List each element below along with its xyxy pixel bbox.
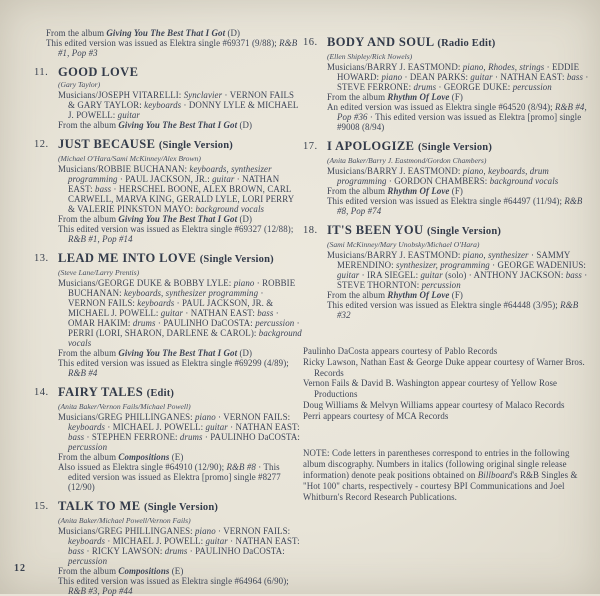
track-writers: (Anita Baker/Michael Powell/Vernon Fails): [58, 516, 191, 525]
courtesy-credits: [303, 346, 589, 422]
track-title-text: GOOD LOVE: [58, 65, 139, 79]
track-list-left: [34, 65, 302, 596]
credit-line: From the album Giving You The Best That I Got (D): [58, 348, 253, 358]
track-number: 14.: [34, 387, 49, 398]
track-title-text: LEAD ME INTO LOVE: [58, 251, 197, 265]
track-entry: [34, 251, 302, 378]
track-number: 12.: [34, 139, 49, 150]
credit-line: An edited version was issued as Elektra single #64520 (8/94); R&B #4, Pop #36 · This edited version was issued as Elektra [promo] single #9008 (8/94): [327, 102, 587, 132]
track-entry: [303, 35, 589, 132]
courtesy-line: Vernon Fails & David B. Washington appear courtesy of Yellow Rose Productions: [303, 378, 558, 400]
track-title: [58, 385, 302, 401]
note-text: NOTE: Code letters in parentheses correspond to entries in the following album discography. Numbers in italics (following original single release information) denote peak positions obtained on Billboard's R&B Singles & "Hot 100" charts, respectively - courtesy BPI Communications and Joel Whitburn's Record Research Publications.: [303, 447, 578, 503]
credit-line: From the album Rhythm Of Love (F): [327, 186, 463, 196]
track-title-version: (Single Version): [426, 226, 502, 237]
track-entry: [303, 223, 589, 320]
track-writers: (Michael O'Hara/Sami McKinney/Alex Brown): [58, 154, 201, 163]
track-title: [327, 139, 589, 155]
track-title-text: IT'S BEEN YOU: [327, 223, 424, 237]
credit-line: From the album Giving You The Best That I Got (D): [58, 120, 253, 130]
page-number: 12: [14, 563, 26, 574]
credit-line: This edited version was issued as Elektra single #69371 (9/88); R&B #1, Pop #3: [46, 38, 298, 58]
track-number: 15.: [34, 501, 49, 512]
credit-line: This edited version was issued as Elektra single #64497 (11/94); R&B #8, Pop #74: [327, 196, 583, 216]
credit-line: This edited version was issued as Elektra single #69299 (4/89); R&B #4: [58, 358, 289, 378]
credit-line: From the album Compositions (E): [58, 566, 184, 576]
credit-line: Musicians/BARRY J. EASTMOND: piano, keyboards, drum programming · GORDON CHAMBERS: background vocals: [327, 166, 559, 186]
track-writers: (Ellen Shipley/Rick Nowels): [327, 52, 413, 61]
track-title-version: (Single Version): [417, 142, 493, 153]
track-writers: (Anita Baker/Barry J. Eastmond/Gordon Chambers): [327, 156, 487, 165]
credit-line: Also issued as Elektra single #64910 (12/90); R&B #8 · This edited version was issued as Elektra [promo] single #8277 (12/90): [58, 462, 281, 492]
track-writers: (Steve Lane/Larry Prentis): [58, 268, 140, 277]
note-paragraph: [303, 448, 589, 504]
track-writers: (Sami McKinney/Mary Unobsky/Michael O'Hara): [327, 240, 480, 249]
track-title-version: (Single Version): [199, 254, 274, 265]
track-10-continuation: [34, 28, 302, 58]
track-title: [58, 499, 302, 515]
track-title: [327, 223, 589, 239]
credit-line: Musicians/ROBBIE BUCHANAN: keyboards, synthesizer programming · PAUL JACKSON, JR.: guitar · NATHAN EAST: bass · HERSCHEL BOONE, ALEX BROWN, CARL CARWELL, MARVA KING, GERALD LYLE, LORI PERRY & VALERIE PINKSTON MAYO: background vocals: [58, 164, 294, 214]
track-title: [58, 251, 302, 267]
track-title-text: TALK TO ME: [58, 499, 141, 513]
track-entry: [34, 65, 302, 130]
track-entry: [303, 139, 589, 216]
credit-line: Musicians/BARRY J. EASTMOND: piano, synthesizer · SAMMY MERENDINO: synthesizer, programming · GEORGE WADENIUS: guitar · IRA SIEGEL: guitar (solo) · ANTHONY JACKSON: bass · STEVE THORNTON: percussion: [327, 250, 588, 290]
track-number: 18.: [303, 225, 318, 236]
credit-line: From the album Giving You The Best That I Got (D): [58, 214, 253, 224]
credit-line: Musicians/GEORGE DUKE & BOBBY LYLE: piano · ROBBIE BUCHANAN: keyboards, synthesizer programming · VERNON FAILS: keyboards · PAUL JACKSON, JR. & MICHAEL J. POWELL: guitar · NATHAN EAST: bass · OMAR HAKIM: drums · PAULINHO DaCOSTA: percussion · PERRI (LORI, SHARON, DARLENE & CAROL): background vocals: [58, 278, 302, 348]
track-title-version: (Single Version): [144, 502, 219, 513]
track-title-text: JUST BECAUSE: [58, 137, 156, 151]
credit-line: This edited version was issued as Elektra single #64448 (3/95); R&B #32: [327, 300, 579, 320]
credit-line: From the album Compositions (E): [58, 452, 184, 462]
track-entry: [34, 499, 302, 596]
credit-line: From the album Rhythm Of Love (F): [327, 290, 463, 300]
track-title-text: BODY AND SOUL: [327, 35, 434, 49]
credit-line: Musicians/BARRY J. EASTMOND: piano, Rhodes, strings · EDDIE HOWARD: piano · DEAN PARKS: guitar · NATHAN EAST: bass · STEVE FERRONE: drums · GEORGE DUKE: percussion: [327, 62, 589, 92]
credit-line: Musicians/GREG PHILLINGANES: piano · VERNON FAILS: keyboards · MICHAEL J. POWELL: guitar · NATHAN EAST: bass · STEPHEN FERRONE: drums · PAULINHO DaCOSTA: percussion: [58, 412, 300, 452]
credit-line: Musicians/JOSEPH VITARELLI: Synclavier · VERNON FAILS & GARY TAYLOR: keyboards · DONNY LYLE & MICHAEL J. POWELL: guitar: [58, 90, 299, 120]
track-title-version: (Single Version): [158, 140, 233, 151]
courtesy-line: Paulinho DaCosta appears courtesy of Pablo Records: [303, 346, 498, 356]
credit-line: From the album Rhythm Of Love (F): [327, 92, 463, 102]
track-writers: (Gary Taylor): [58, 80, 101, 89]
track-title: [58, 65, 302, 79]
track-number: 11.: [34, 67, 49, 78]
credit-line: Musicians/GREG PHILLINGANES: piano · VERNON FAILS: keyboards · MICHAEL J. POWELL: guitar · NATHAN EAST: bass · RICKY LAWSON: drums · PAULINHO DaCOSTA: percussion: [58, 526, 300, 566]
courtesy-line: Ricky Lawson, Nathan East & George Duke appear courtesy of Warner Bros. Records: [303, 356, 585, 378]
track-number: 16.: [303, 37, 318, 48]
track-writers: (Anita Baker/Vernon Fails/Michael Powell): [58, 402, 191, 411]
track-title: [58, 137, 302, 153]
credit-line: This edited version was issued as Elektra single #64964 (6/90); R&B #3, Pop #44: [58, 576, 289, 596]
track-number: 17.: [303, 141, 318, 152]
track-title-text: I APOLOGIZE: [327, 139, 415, 153]
track-number: 13.: [34, 253, 49, 264]
track-title-version: (Radio Edit): [437, 38, 496, 49]
credit-line: From the album Giving You The Best That I Got (D): [46, 28, 241, 38]
courtesy-line: Doug Williams & Melvyn Williams appear courtesy of Malaco Records: [303, 399, 565, 410]
track-entry: [34, 137, 302, 244]
courtesy-line: Perri appears courtesy of MCA Records: [303, 410, 449, 421]
right-column: [303, 28, 589, 504]
track-title-text: FAIRY TALES: [58, 385, 144, 399]
track-title-version: (Edit): [146, 388, 175, 399]
credit-line: This edited version was issued as Elektra single #69327 (12/88); R&B #1, Pop #14: [58, 224, 294, 244]
left-column: [34, 28, 302, 596]
track-title: [327, 35, 589, 51]
track-entry: [34, 385, 302, 492]
track-list-right: [303, 35, 589, 320]
